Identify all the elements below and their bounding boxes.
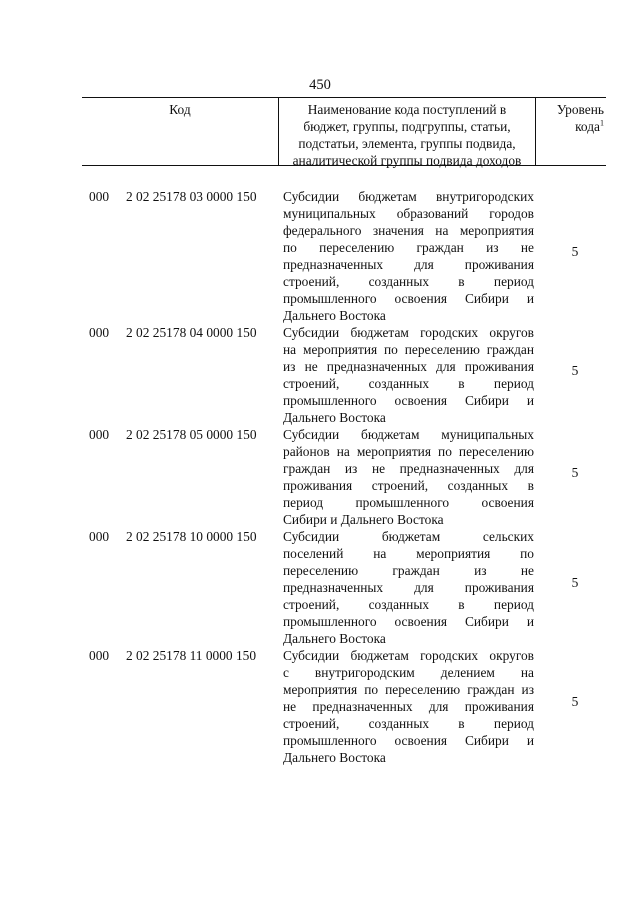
name-line: строений, созданных в период (283, 274, 534, 289)
revenue-name (283, 528, 534, 647)
revenue-code: 2 02 25178 04 0000 150 (126, 325, 257, 340)
revenue-name (283, 188, 534, 324)
table-body (82, 188, 606, 766)
name-line: мероприятия по переселению граждан из (283, 682, 534, 697)
revenue-code: 2 02 25178 05 0000 150 (126, 427, 257, 442)
name-line: Дальнего Востока (283, 308, 386, 323)
level-value: 5 (571, 363, 579, 378)
header-level-footnote: 1 (600, 118, 604, 128)
header-name: Наименование кода поступлений в бюджет, группы, подгруппы, статьи, подстатьи, элемента, группы подвида, аналитической группы подвида доходов (278, 98, 536, 165)
name-line: поселений на мероприятия по (283, 546, 534, 561)
level-value: 5 (571, 244, 579, 259)
name-line: граждан из не предназначенных для (283, 461, 534, 476)
header-code: Код (169, 102, 191, 117)
table-row (82, 426, 606, 528)
header-level-line2: кода (575, 119, 600, 134)
table-row (82, 647, 606, 766)
header-level (536, 98, 606, 165)
name-line: районов на мероприятия по переселению (283, 444, 534, 459)
name-line: Субсидии бюджетам внутригородских (283, 189, 534, 204)
name-line: проживания строений, созданных в (283, 478, 534, 493)
name-line: переселению граждан из не (283, 563, 534, 578)
name-line: предназначенных для проживания (283, 257, 534, 272)
revenue-code: 2 02 25178 11 0000 150 (126, 648, 257, 663)
name-line: муниципальных образований городов (283, 206, 534, 221)
name-line: Субсидии бюджетам муниципальных (283, 427, 534, 442)
name-line: Субсидии бюджетам городских округов (283, 325, 534, 340)
table-row (82, 188, 606, 324)
revenue-code: 2 02 25178 10 0000 150 (126, 529, 257, 544)
name-line: федерального значения на мероприятия (283, 223, 534, 238)
name-line: предназначенных для проживания (283, 580, 534, 595)
admin-code: 000 (89, 189, 110, 204)
name-line: промышленного освоения Сибири и (283, 614, 534, 629)
name-line: не предназначенных для проживания (283, 699, 534, 714)
revenue-name (283, 647, 534, 766)
name-line: Субсидии бюджетам сельских (283, 529, 534, 544)
name-line: Субсидии бюджетам городских округов (283, 648, 534, 663)
name-line: из не предназначенных для проживания (283, 359, 534, 374)
name-line: строений, созданных в период (283, 376, 534, 391)
table-header (82, 97, 606, 166)
name-line: Дальнего Востока (283, 631, 386, 646)
admin-code: 000 (89, 648, 110, 663)
name-line: Сибири и Дальнего Востока (283, 512, 444, 527)
name-line: Дальнего Востока (283, 410, 386, 425)
name-line: промышленного освоения Сибири и (283, 393, 534, 408)
level-value: 5 (571, 694, 579, 709)
name-line: по переселению граждан из не (283, 240, 534, 255)
revenue-name (283, 426, 534, 528)
admin-code: 000 (89, 529, 110, 544)
name-line: промышленного освоения Сибири и (283, 733, 534, 748)
name-line: период промышленного освоения (283, 495, 534, 510)
name-line: строений, созданных в период (283, 597, 534, 612)
level-value: 5 (571, 465, 579, 480)
admin-code: 000 (89, 325, 110, 340)
admin-code: 000 (89, 427, 110, 442)
revenue-name (283, 324, 534, 426)
name-line: строений, созданных в период (283, 716, 534, 731)
table-row (82, 528, 606, 647)
revenue-code: 2 02 25178 03 0000 150 (126, 189, 257, 204)
name-line: с внутригородским делением на (283, 665, 534, 680)
level-value: 5 (571, 575, 579, 590)
name-line: Дальнего Востока (283, 750, 386, 765)
table-row (82, 324, 606, 426)
header-level-line1: Уровень (556, 102, 604, 117)
name-line: на мероприятия по переселению граждан (283, 342, 534, 357)
page-number: 450 (309, 77, 331, 93)
name-line: промышленного освоения Сибири и (283, 291, 534, 306)
